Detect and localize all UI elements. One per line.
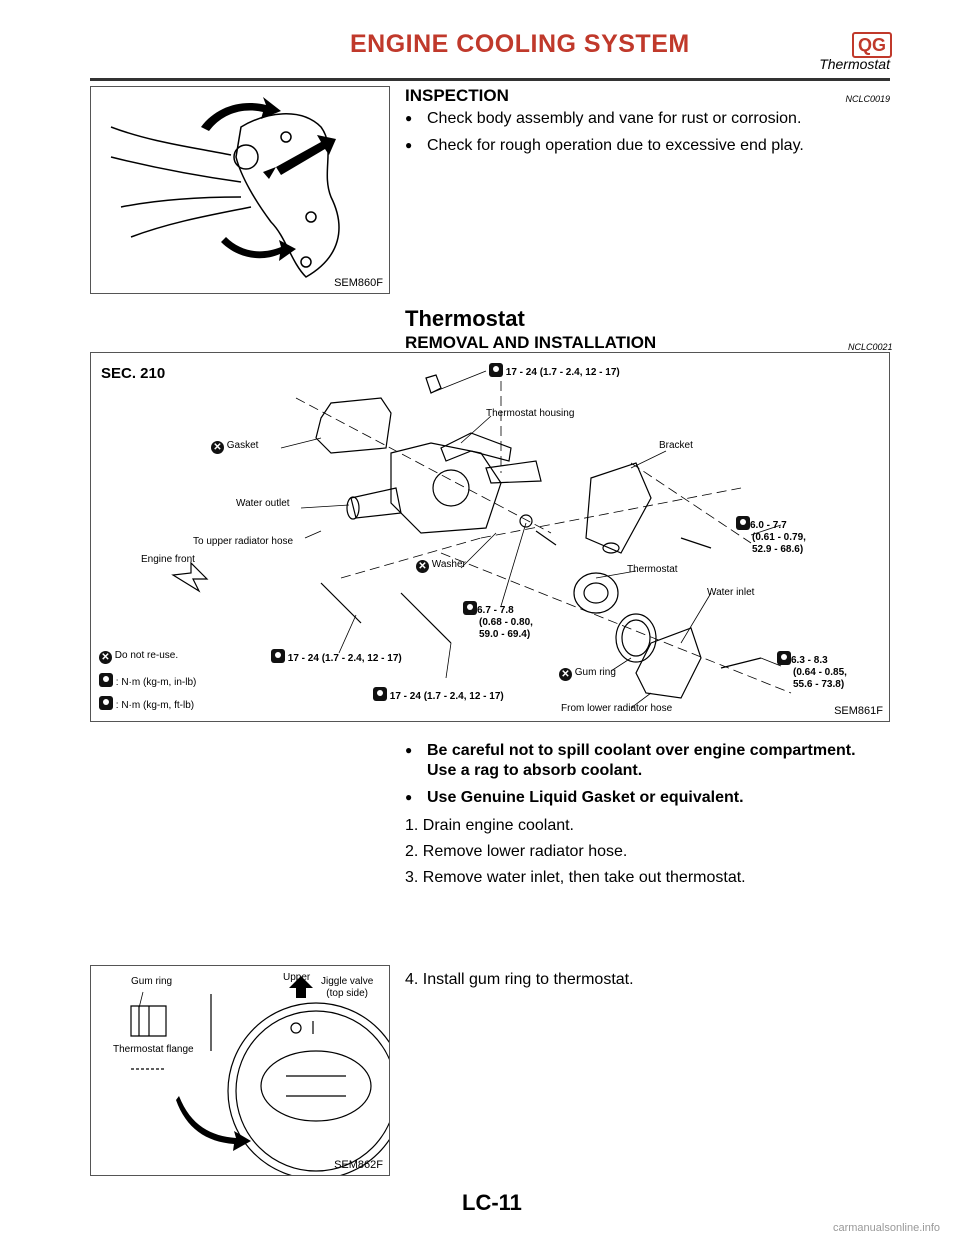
- label-upper-radiator-hose: To upper radiator hose: [193, 536, 294, 547]
- legend-do-not-reuse: ✕ Do not re-use.: [99, 650, 178, 664]
- step-item: 1. Drain engine coolant.: [405, 817, 574, 834]
- torque-callout-bracket: 6.0 - 7.7 (0.61 - 0.79, 52.9 - 68.6): [736, 516, 806, 556]
- step-item: 3. Remove water inlet, then take out thermostat.: [405, 869, 746, 886]
- label-thermostat: Thermostat: [627, 564, 678, 575]
- figure-water-pump: [90, 86, 390, 294]
- step-item: 4. Install gum ring to thermostat.: [405, 971, 634, 988]
- thermostat-heading: Thermostat: [405, 306, 525, 331]
- do-not-reuse-icon: ✕: [99, 651, 112, 664]
- figure-gum-ring: [90, 965, 390, 1176]
- caution-item: ● Be careful not to spill coolant over engine compartment.: [405, 742, 856, 759]
- torque-callout-inlet: 6.3 - 8.3 (0.64 - 0.85, 55.6 - 73.8): [777, 651, 847, 691]
- torque-callout-left: 17 - 24 (1.7 - 2.4, 12 - 17): [271, 649, 402, 664]
- model-badge: QG: [852, 32, 892, 58]
- torque-wrench-icon: [777, 651, 791, 665]
- label-thermostat-housing: Thermostat housing: [486, 408, 575, 419]
- torque-wrench-icon: [99, 673, 113, 687]
- label-thermostat-flange: Thermostat flange: [113, 1044, 194, 1055]
- inspection-heading: INSPECTION: [405, 86, 509, 105]
- inspection-item: ● Check body assembly and vane for rust or corrosion.: [405, 110, 802, 127]
- section-code: NCLC0019: [845, 94, 890, 104]
- do-not-reuse-icon: ✕: [416, 560, 429, 573]
- inspection-item: ● Check for rough operation due to excessive end play.: [405, 137, 804, 154]
- torque-callout-bottom: 17 - 24 (1.7 - 2.4, 12 - 17): [373, 687, 504, 702]
- section-code: NCLC0021: [848, 342, 893, 352]
- section-title: ENGINE COOLING SYSTEM: [350, 30, 690, 58]
- do-not-reuse-icon: ✕: [559, 668, 572, 681]
- figure-label: SEM861F: [834, 705, 883, 717]
- caution-item: ● Use Genuine Liquid Gasket or equivalent.: [405, 789, 744, 806]
- removal-heading: REMOVAL AND INSTALLATION: [405, 333, 657, 352]
- page-number: LC-11: [462, 1190, 522, 1215]
- section-reference: SEC. 210: [101, 365, 166, 382]
- label-gasket: ✕ Gasket: [211, 440, 258, 454]
- torque-callout-mid: 6.7 - 7.8 (0.68 - 0.80, 59.0 - 69.4): [463, 601, 533, 641]
- label-washer: ✕ Washer: [416, 559, 466, 573]
- torque-wrench-icon: [373, 687, 387, 701]
- procedure-section: [405, 740, 895, 888]
- caution-item: Use a rag to absorb coolant.: [427, 762, 643, 779]
- label-gum-ring: ✕ Gum ring: [559, 667, 616, 681]
- torque-callout: 17 - 24 (1.7 - 2.4, 12 - 17): [489, 363, 620, 378]
- step-item: 2. Remove lower radiator hose.: [405, 843, 628, 860]
- do-not-reuse-icon: ✕: [211, 441, 224, 454]
- label-jiggle-valve: Jiggle valve (top side): [321, 976, 374, 999]
- label-water-inlet: Water inlet: [707, 587, 755, 598]
- page-subtitle: Thermostat: [819, 56, 890, 72]
- label-bracket: Bracket: [659, 440, 693, 451]
- label-water-outlet: Water outlet: [236, 498, 290, 509]
- inspection-section: [405, 86, 890, 156]
- header-divider: [90, 78, 890, 81]
- label-lower-radiator-hose: From lower radiator hose: [561, 703, 673, 714]
- figure-label: SEM862F: [334, 1159, 383, 1171]
- torque-wrench-icon: [489, 363, 503, 377]
- legend-nm-inlb: : N·m (kg-m, in-lb): [99, 673, 196, 688]
- label-engine-front: Engine front: [141, 554, 195, 565]
- legend-nm-ftlb: : N·m (kg-m, ft-lb): [99, 696, 194, 711]
- torque-wrench-icon: [271, 649, 285, 663]
- torque-wrench-icon: [463, 601, 477, 615]
- label-upper: Upper: [283, 972, 311, 983]
- torque-wrench-icon: [736, 516, 750, 530]
- label-gum-ring: Gum ring: [131, 976, 173, 987]
- figure-thermostat-exploded: [90, 352, 890, 722]
- figure-label: SEM860F: [334, 277, 383, 289]
- watermark: carmanualsonline.info: [832, 1222, 940, 1234]
- torque-wrench-icon: [99, 696, 113, 710]
- water-pump-illustration: [91, 87, 389, 293]
